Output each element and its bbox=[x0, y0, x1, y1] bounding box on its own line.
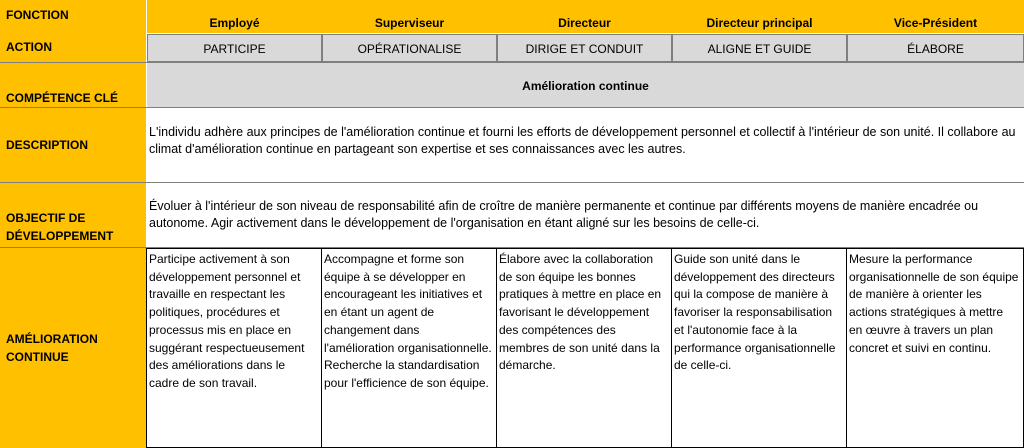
action-employe bbox=[147, 34, 322, 62]
action-directeur-principal bbox=[672, 34, 847, 62]
row-divider bbox=[0, 107, 1024, 108]
role-header-vice-president bbox=[847, 0, 1024, 33]
label-amelioration-1: AMÉLIORATION bbox=[6, 332, 98, 346]
role-title: Directeur principal bbox=[706, 16, 813, 30]
label-amelioration-2: CONTINUE bbox=[6, 350, 69, 364]
role-header-employe bbox=[147, 0, 322, 33]
amelioration-employe: Participe activement à son développement personnel et travaille en respectant les politiques, procédures et processus mis en place en suggérant respectueusement des améliorations dans le cadre de son travail. bbox=[146, 248, 322, 448]
label-objectif-cell bbox=[0, 183, 146, 247]
label-action: ACTION bbox=[6, 40, 52, 54]
role-header-directeur-principal bbox=[672, 0, 847, 33]
label-description-cell bbox=[0, 108, 146, 182]
role-header-superviseur bbox=[322, 0, 497, 33]
action-label: PARTICIPE bbox=[203, 42, 266, 56]
amelioration-superviseur: Accompagne et forme son équipe à se développer en encourageant les initiatives et en étant un agent de changement dans l'amélioration organisationnelle. Recherche la standardisation pour l'efficience de son équipe. bbox=[321, 248, 497, 448]
row-divider bbox=[0, 247, 1024, 248]
action-label: ÉLABORE bbox=[907, 42, 964, 56]
label-objectif-2: DÉVELOPPEMENT bbox=[6, 229, 114, 243]
action-vice-president bbox=[847, 34, 1024, 62]
objectif-text: Évoluer à l'intérieur de son niveau de responsabilité afin de croître de manière permanente et continue par différents moyens de manière encadrée ou autonome. Agir activement dans le développement de l'organisation en étant aligné sur les besoins de celle-ci. bbox=[149, 199, 979, 230]
label-amelioration-cell bbox=[0, 248, 146, 448]
role-title: Vice-Président bbox=[893, 16, 978, 30]
role-title: Directeur bbox=[558, 16, 611, 30]
amelioration-directeur-principal: Guide son unité dans le développement des directeurs qui la compose de manière à favoriser la responsabilisation et l'autonomie face à la performance organisationnelle de celle-ci. bbox=[671, 248, 847, 448]
label-competence-cell bbox=[0, 63, 146, 107]
row-divider bbox=[0, 62, 1024, 63]
role-title: Employé bbox=[209, 16, 260, 30]
competence-value-cell bbox=[147, 63, 1024, 107]
label-description: DESCRIPTION bbox=[6, 138, 89, 152]
description-text: L'individu adhère aux principes de l'amélioration continue et fourni les efforts de développement personnel et collectif à l'intérieur de son unité. Il collabore au climat d'amélioration continue en partageant son expertise et ses connaissances avec les autres. bbox=[149, 125, 1016, 156]
amelioration-vice-president: Mesure la performance organisationnelle de son équipe de manière à orienter les actions stratégiques à mettre en œuvre à travers un plan concret et suivi en continu. bbox=[846, 248, 1024, 448]
label-objectif-1: OBJECTIF DE bbox=[6, 211, 86, 225]
action-label: ALIGNE ET GUIDE bbox=[707, 42, 812, 56]
action-superviseur bbox=[322, 34, 497, 62]
role-title: Superviseur bbox=[374, 16, 445, 30]
action-label: OPÉRATIONALISE bbox=[357, 42, 462, 56]
action-directeur bbox=[497, 34, 672, 62]
competence-value: Amélioration continue bbox=[522, 79, 649, 93]
role-header-directeur bbox=[497, 0, 672, 33]
amelioration-directeur: Élabore avec la collaboration de son équipe les bonnes pratiques à mettre en place en favorisant le développement des compétences des membres de son unité dans la démarche. bbox=[496, 248, 672, 448]
label-fonction-action bbox=[0, 0, 146, 62]
action-label: DIRIGE ET CONDUIT bbox=[525, 42, 644, 56]
label-competence: COMPÉTENCE CLÉ bbox=[6, 91, 119, 105]
row-divider bbox=[0, 182, 1024, 183]
label-fonction: FONCTION bbox=[6, 8, 69, 22]
